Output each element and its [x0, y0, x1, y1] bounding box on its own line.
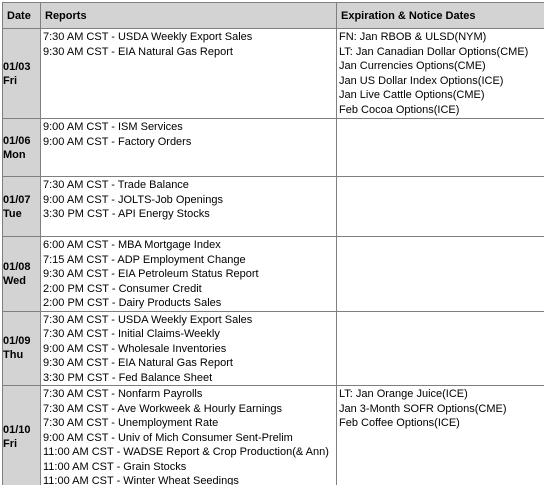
- report-item: 7:15 AM CST - ADP Employment Change: [43, 253, 246, 266]
- notice-item: LT: Jan Canadian Dollar Options(CME): [339, 45, 529, 58]
- calendar-body: [3, 29, 544, 485]
- reports-cell: [41, 237, 337, 312]
- reports-cell: [41, 311, 337, 386]
- table-row: [3, 237, 544, 312]
- day-label: Wed: [3, 274, 27, 287]
- report-item: 9:30 AM CST - EIA Natural Gas Report: [43, 45, 233, 58]
- day-label: Fri: [3, 438, 18, 451]
- day-label: Thu: [3, 349, 24, 362]
- date-label: 01/09: [3, 335, 31, 348]
- report-item: 7:30 AM CST - USDA Weekly Export Sales: [43, 31, 253, 43]
- date-label: 01/08: [3, 260, 31, 273]
- notice-item: Jan Live Cattle Options(CME): [339, 89, 485, 101]
- report-item: 9:30 AM CST - EIA Petroleum Status Report: [43, 268, 259, 280]
- report-item: 7:30 AM CST - Unemployment Rate: [43, 417, 219, 429]
- report-item: 11:00 AM CST - Grain Stocks: [43, 460, 187, 473]
- notices-column-header: Expiration & Notice Dates: [337, 3, 544, 29]
- report-item: 11:00 AM CST - WADSE Report & Crop Production(& Ann): [43, 446, 329, 458]
- notices-cell: [337, 311, 544, 386]
- reports-cell: [41, 29, 337, 119]
- date-cell: [3, 29, 41, 119]
- report-item: 9:00 AM CST - JOLTS-Job Openings: [43, 193, 223, 206]
- day-label: Fri: [3, 74, 18, 87]
- report-item: 3:30 PM CST - API Energy Stocks: [43, 208, 210, 220]
- notices-cell: [337, 29, 544, 119]
- table-row: [3, 177, 544, 237]
- report-item: 2:00 PM CST - Dairy Products Sales: [43, 297, 222, 309]
- notices-cell: [337, 237, 544, 312]
- date-cell: [3, 119, 41, 177]
- notice-item: FN: Jan RBOB & ULSD(NYM): [339, 31, 487, 43]
- notices-cell: [337, 386, 544, 485]
- report-item: 11:00 AM CST - Winter Wheat Seedings: [43, 475, 239, 485]
- notice-item: Feb Cocoa Options(ICE): [339, 103, 460, 116]
- table-row: [3, 386, 544, 485]
- date-label: 01/06: [3, 134, 31, 147]
- report-item: 9:00 AM CST - Univ of Mich Consumer Sent-Prelim: [43, 431, 293, 444]
- reports-cell: [41, 119, 337, 177]
- date-cell: [3, 386, 41, 485]
- notice-item: LT: Jan Orange Juice(ICE): [339, 388, 468, 400]
- date-cell: [3, 177, 41, 237]
- report-item: 9:00 AM CST - Wholesale Inventories: [43, 342, 227, 355]
- day-label: Tue: [3, 207, 22, 220]
- report-item: 7:30 AM CST - Initial Claims-Weekly: [43, 328, 220, 340]
- date-cell: [3, 237, 41, 312]
- reports-cell: [41, 386, 337, 485]
- notices-cell: [337, 119, 544, 177]
- table-row: [3, 29, 544, 119]
- report-item: 7:30 AM CST - Nonfarm Payrolls: [43, 388, 203, 400]
- notice-item: Feb Coffee Options(ICE): [339, 417, 460, 429]
- report-item: 7:30 AM CST - Ave Workweek & Hourly Earnings: [43, 402, 283, 415]
- date-cell: [3, 311, 41, 386]
- report-item: 3:30 PM CST - Fed Balance Sheet: [43, 371, 213, 384]
- notice-item: Jan Currencies Options(CME): [339, 60, 486, 72]
- report-item: 9:00 AM CST - Factory Orders: [43, 135, 192, 148]
- date-label: 01/07: [3, 193, 31, 206]
- table-row: [3, 311, 544, 386]
- report-item: 7:30 AM CST - Trade Balance: [43, 179, 189, 191]
- report-item: 6:00 AM CST - MBA Mortgage Index: [43, 239, 221, 251]
- notice-item: Jan US Dollar Index Options(ICE): [339, 74, 504, 87]
- date-column-header: Date: [3, 3, 41, 29]
- day-label: Mon: [3, 148, 26, 161]
- notices-cell: [337, 177, 544, 237]
- notice-item: Jan 3-Month SOFR Options(CME): [339, 402, 507, 415]
- table-row: [3, 119, 544, 177]
- report-item: 9:30 AM CST - EIA Natural Gas Report: [43, 357, 233, 369]
- report-item: 7:30 AM CST - USDA Weekly Export Sales: [43, 313, 253, 326]
- report-item: 2:00 PM CST - Consumer Credit: [43, 282, 202, 295]
- date-label: 01/03: [3, 60, 31, 73]
- header-row: [3, 3, 544, 29]
- reports-cell: [41, 177, 337, 237]
- date-label: 01/10: [3, 424, 31, 437]
- economic-calendar-table: [2, 2, 544, 485]
- reports-column-header: Reports: [41, 3, 337, 29]
- report-item: 9:00 AM CST - ISM Services: [43, 121, 183, 133]
